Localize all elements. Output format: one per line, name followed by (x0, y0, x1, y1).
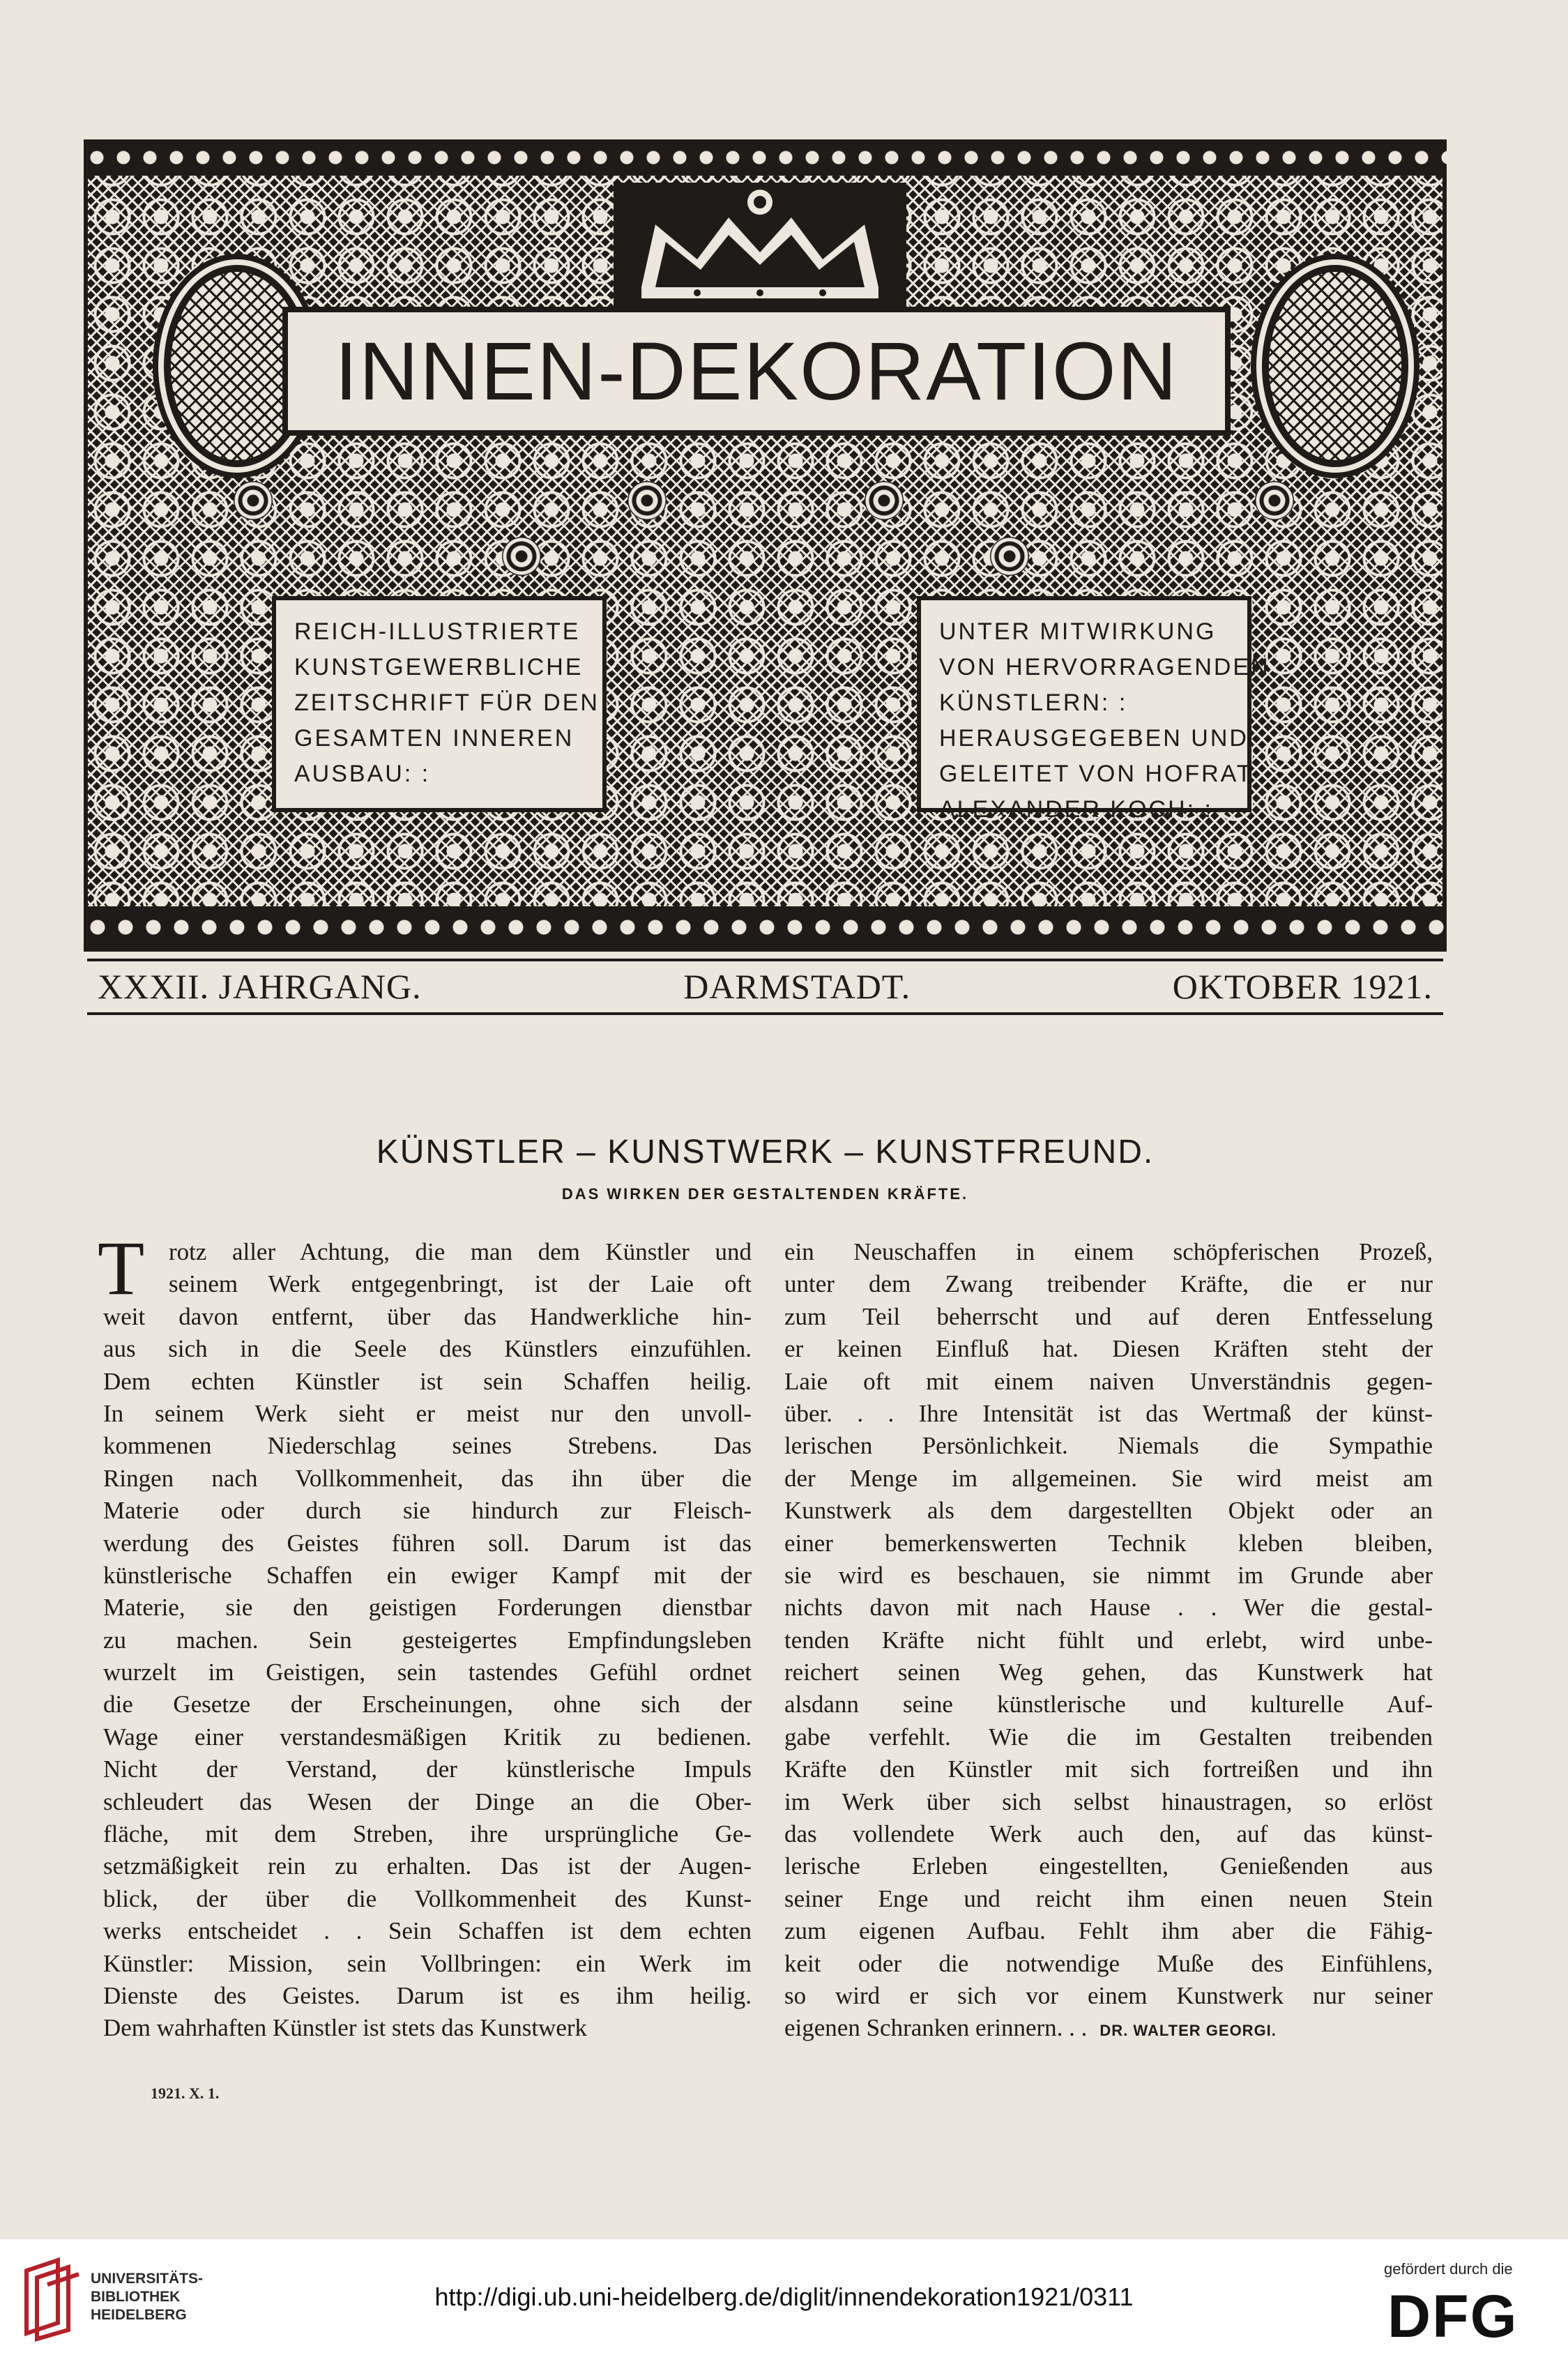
article-line: schleudert das Wesen der Dinge an die Ober- (103, 1788, 752, 1815)
article-line: unter dem Zwang treibender Kräfte, die er nur (784, 1270, 1433, 1298)
dfg-logo[interactable]: DFG (1387, 2283, 1518, 2350)
crown-ornament (614, 183, 906, 308)
subtitle-line: REICH-ILLUSTRIERTE (294, 618, 581, 645)
article-line: kommenen Niederschlag seines Strebens. Das (103, 1432, 752, 1460)
subtitle-line: AUSBAU: : (294, 761, 431, 787)
article-line: das vollendete Werk auch den, auf das künst- (784, 1820, 1433, 1848)
article-line: Kräfte den Künstler mit sich fortreißen und ihn (784, 1755, 1433, 1783)
flower-ornament (865, 481, 904, 520)
ornament-top-band (84, 139, 1447, 176)
ornament-bottom-band (84, 906, 1447, 948)
article-line: In seinem Werk sieht er meist nur den unvoll- (103, 1399, 752, 1427)
editor-line: HERAUSGEGEBEN UND (939, 725, 1249, 752)
article-line: reichert seinen Weg gehen, das Kunstwerk hat (784, 1659, 1433, 1686)
subtitle-box (272, 596, 607, 812)
article-line: Materie, sie den geistigen Forderungen dienstbar (103, 1594, 752, 1622)
article-line (784, 2012, 1433, 2044)
article-line: im Werk über sich selbst hinaustragen, so erlöst (784, 1788, 1433, 1815)
article-line: werks entscheidet . . Sein Schaffen ist dem echten (103, 1917, 752, 1945)
footer-bar (0, 2239, 1568, 2355)
masthead-rule-top (87, 959, 1443, 961)
editor-line: ALEXANDER KOCH: : (939, 796, 1213, 823)
article-line: die Gesetze der Erscheinungen, ohne sich der (103, 1691, 752, 1718)
medallion-right (1262, 265, 1408, 467)
article-line: künstlerische Schaffen ein ewiger Kampf mit der (103, 1561, 752, 1589)
author-signature: DR. WALTER GEORGI. (1099, 2022, 1277, 2040)
article-column-left (98, 1226, 752, 2045)
permalink-url[interactable]: http://digi.ub.uni-heidelberg.de/diglit/innendekoration1921/0311 (434, 2282, 1134, 2311)
flower-ornament (990, 537, 1029, 576)
article-line: Dem wahrhaften Künstler ist stets das Kunstwerk (103, 2014, 588, 2042)
funder-caption: gefördert durch die (1384, 2260, 1513, 2278)
article-line: Künstler: Mission, sein Vollbringen: ein Werk im (103, 1949, 752, 1977)
article-line: setzmäßigkeit rein zu erhalten. Das ist der Augen- (103, 1852, 752, 1880)
article-line: fläche, mit dem Streben, ihre ursprüngliche Ge- (103, 1820, 752, 1848)
article-line: alsdann seine künstlerische und kulturelle Auf- (784, 1691, 1433, 1718)
article-line: Kunstwerk als dem dargestellten Objekt oder an (784, 1497, 1433, 1525)
article-line: nichts davon mit nach Hause . . Wer die gestal- (784, 1594, 1433, 1622)
article-headline: KÜNSTLER – KUNSTWERK – KUNSTFREUND. (376, 1134, 1155, 1171)
article-line: zum Teil beherrscht und auf deren Entfesselung (784, 1302, 1433, 1330)
article-line: Ringen nach Vollkommenheit, das ihn über die (103, 1464, 752, 1492)
article-line: seiner Enge und reicht ihm einen neuen Stein (784, 1884, 1433, 1912)
editor-line: GELEITET VON HOFRAT (939, 761, 1254, 787)
editor-box (917, 596, 1270, 823)
article-line: einer bemerkenswerten Technik kleben bleiben, (784, 1529, 1433, 1557)
article-line: Dienste des Geistes. Darum ist es ihm heilig. (103, 1981, 752, 2009)
magazine-title: INNEN-DEKORATION (335, 325, 1178, 418)
flower-ornament (502, 537, 541, 576)
article-line: lerischen Persönlichkeit. Niemals die Sympathie (784, 1432, 1433, 1460)
article-line: seinem Werk entgegenbringt, ist der Laie oft (169, 1270, 752, 1298)
article-line: ein Neuschaffen in einem schöpferischen Prozeß, (784, 1238, 1433, 1265)
article-line: Laie oft mit einem naiven Unverständnis gegen- (784, 1367, 1433, 1395)
place-label: DARMSTADT. (683, 967, 911, 1006)
article-line: zu machen. Sein gesteigertes Empfindungsleben (103, 1626, 752, 1654)
editor-line: VON HERVORRAGENDEN (939, 654, 1270, 680)
article-line: werdung des Geistes führen soll. Darum ist das (103, 1529, 752, 1557)
article-line: rotz aller Achtung, die man dem Künstler und (169, 1238, 752, 1265)
flower-ornament (1255, 481, 1294, 520)
drop-cap: T (98, 1226, 145, 1311)
article-line: Wage einer verstandesmäßigen Kritik zu bedienen. (103, 1723, 752, 1751)
library-name-line: UNIVERSITÄTS- (91, 2271, 204, 2287)
article-line: der Menge im allgemeinen. Sie wird meist am (784, 1464, 1433, 1492)
volume-label: XXXII. JAHRGANG. (98, 967, 422, 1006)
article-line: wurzelt im Geistigen, sein tastendes Gefühl ordnet (103, 1659, 752, 1686)
subtitle-line: KUNSTGEWERBLICHE (294, 654, 584, 680)
article-column-right (784, 1236, 1433, 2045)
article-line: tenden Kräfte nicht fühlt und erlebt, wird unbe- (784, 1626, 1433, 1654)
article-line: zum eigenen Aufbau. Fehlt ihm aber die Fähig- (784, 1917, 1433, 1945)
article-subheadline: DAS WIRKEN DER GESTALTENDEN KRÄFTE. (561, 1185, 969, 1203)
article-line: gabe verfehlt. Wie die im Gestalten treibenden (784, 1723, 1433, 1751)
library-name-line: HEIDELBERG (91, 2307, 187, 2323)
masthead-rule-bottom (87, 1012, 1443, 1015)
issue-date: OKTOBER 1921. (1172, 967, 1433, 1006)
article-line: so wird er sich vor einem Kunstwerk nur seiner (784, 1981, 1433, 2009)
magazine-title-box (282, 307, 1231, 436)
article-line: Nicht der Verstand, der künstlerische Impuls (103, 1755, 752, 1783)
article-line: sie wird es beschauen, sie nimmt im Grunde aber (784, 1561, 1433, 1589)
editor-line: UNTER MITWIRKUNG (939, 618, 1217, 645)
editor-line: KÜNSTLERN: : (939, 689, 1128, 716)
flower-ornament (234, 481, 273, 520)
library-name-line: BIBLIOTHEK (91, 2289, 181, 2305)
article-line: Dem echten Künstler ist sein Schaffen heilig. (103, 1367, 752, 1395)
subtitle-line: ZEITSCHRIFT FÜR DEN (294, 689, 600, 716)
article-line: weit davon entfernt, über das Handwerkliche hin- (103, 1302, 752, 1330)
article-line: Materie oder durch sie hindurch zur Fleisch- (103, 1497, 752, 1525)
sheet-signature: 1921. X. 1. (151, 2085, 220, 2102)
article-line-text: eigenen Schranken erinnern. . . (784, 2014, 1088, 2042)
article-line: aus sich in die Seele des Künstlers einzufühlen. (103, 1335, 752, 1363)
article-line: blick, der über die Vollkommenheit des Kunst- (103, 1884, 752, 1912)
masthead (98, 963, 1433, 1009)
article-line: er keinen Einfluß hat. Diesen Kräften steht der (784, 1335, 1433, 1363)
article-line: keit oder die notwendige Muße des Einfühlens, (784, 1949, 1433, 1977)
article-line: über. . . Ihre Intensität ist das Wertmaß der künst- (784, 1399, 1433, 1427)
subtitle-line: GESAMTEN INNEREN (294, 725, 574, 752)
article-line: lerische Erleben eingestellten, Genießenden aus (784, 1852, 1433, 1880)
flower-ornament (627, 481, 667, 520)
